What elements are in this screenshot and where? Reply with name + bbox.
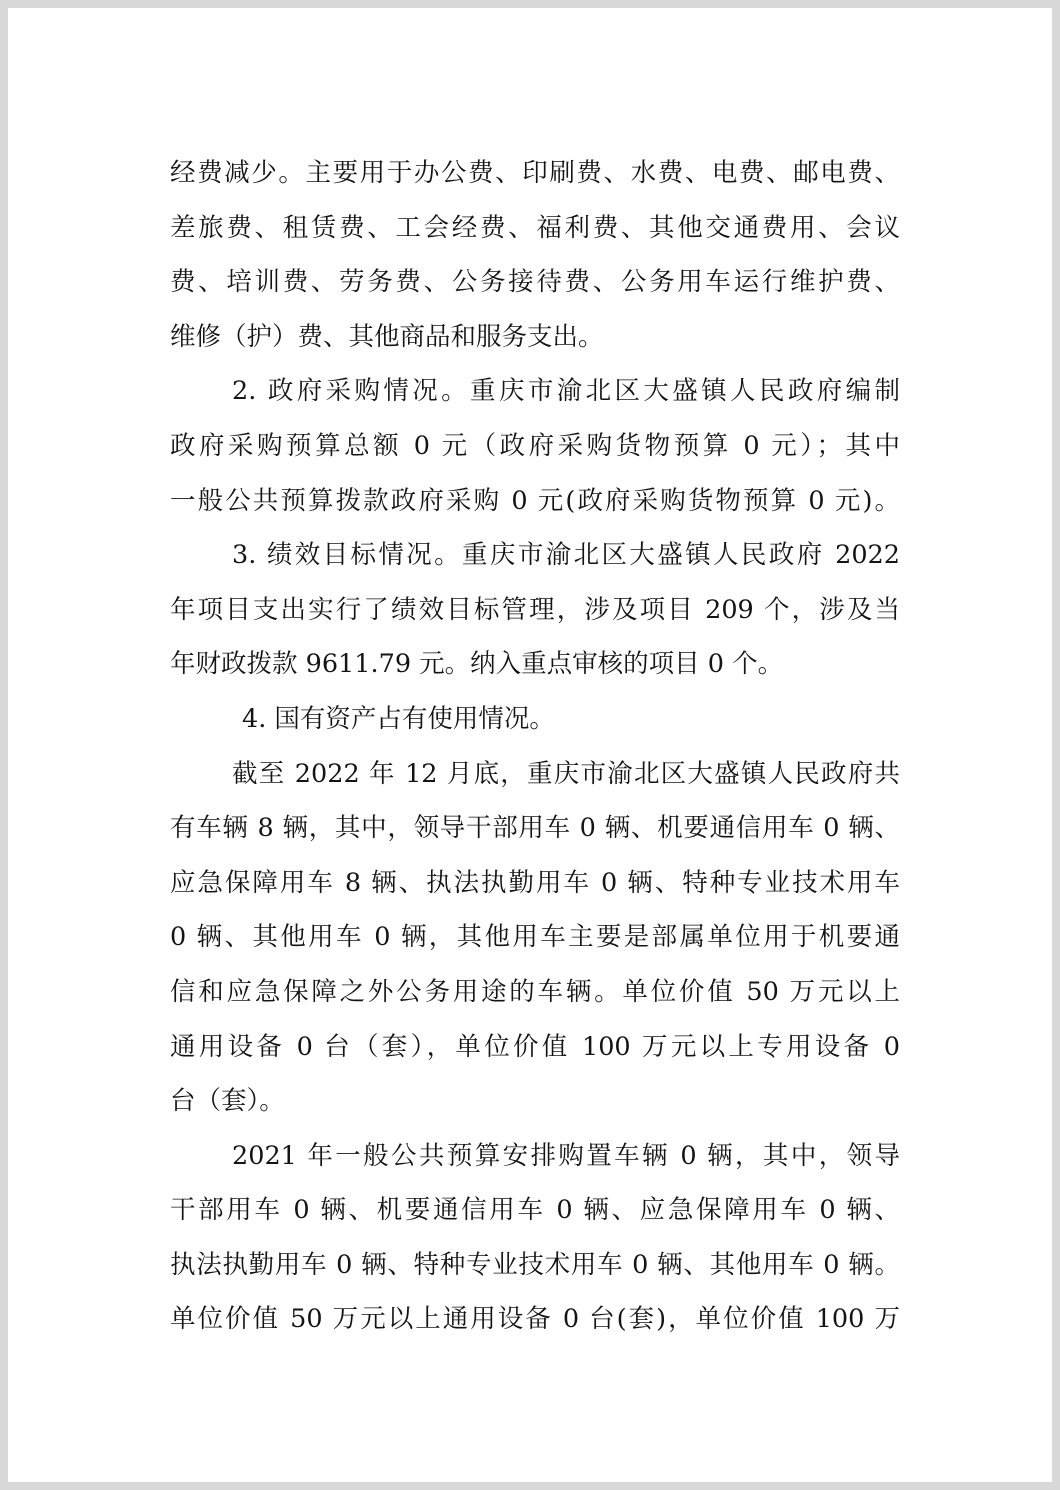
document-page	[8, 8, 1052, 1482]
text-line: 维修（护）费、其他商品和服务支出。	[170, 321, 604, 352]
document-body	[170, 146, 900, 1347]
text-line: 单位价值 50 万元以上通用设备 0 台(套)，单位价值 100 万	[170, 1304, 900, 1335]
text-line: 干部用车 0 辆、机要通信用车 0 辆、应急保障用车 0 辆、	[170, 1195, 900, 1226]
text-line: 年项目支出实行了绩效目标管理，涉及项目 209 个，涉及当	[170, 594, 900, 625]
text-line: 4. 国有资产占有使用情况。	[242, 703, 555, 734]
text-line: 截至 2022 年 12 月底，重庆市渝北区大盛镇人民政府共	[232, 758, 900, 789]
text-line: 年财政拨款 9611.79 元。纳入重点审核的项目 0 个。	[170, 649, 784, 680]
text-line: 有车辆 8 辆，其中，领导干部用车 0 辆、机要通信用车 0 辆、	[170, 813, 900, 844]
text-line: 经费减少。主要用于办公费、印刷费、水费、电费、邮电费、	[170, 158, 900, 188]
text-line: 应急保障用车 8 辆、执法执勤用车 0 辆、特种专业技术用车	[170, 867, 900, 898]
text-line: 差旅费、租赁费、工会经费、福利费、其他交通费用、会议	[170, 212, 900, 243]
text-line: 信和应急保障之外公务用途的车辆。单位价值 50 万元以上	[170, 976, 900, 1007]
text-line: 台（套）。	[170, 1086, 285, 1117]
text-line: 3. 绩效目标情况。重庆市渝北区大盛镇人民政府 2022	[232, 540, 900, 571]
text-line: 一般公共预算拨款政府采购 0 元(政府采购货物预算 0 元)。	[170, 485, 900, 516]
text-line: 0 辆、其他用车 0 辆，其他用车主要是部属单位用于机要通	[170, 922, 900, 953]
text-line: 2. 政府采购情况。重庆市渝北区大盛镇人民政府编制	[232, 376, 900, 407]
text-line: 政府采购预算总额 0 元（政府采购货物预算 0 元）；其中	[170, 430, 900, 461]
text-line: 通用设备 0 台（套），单位价值 100 万元以上专用设备 0	[170, 1031, 900, 1062]
text-line: 执法执勤用车 0 辆、特种专业技术用车 0 辆、其他用车 0 辆。	[170, 1249, 900, 1280]
text-line: 费、培训费、劳务费、公务接待费、公务用车运行维护费、	[170, 267, 900, 298]
text-line: 2021 年一般公共预算安排购置车辆 0 辆，其中，领导	[232, 1140, 900, 1171]
